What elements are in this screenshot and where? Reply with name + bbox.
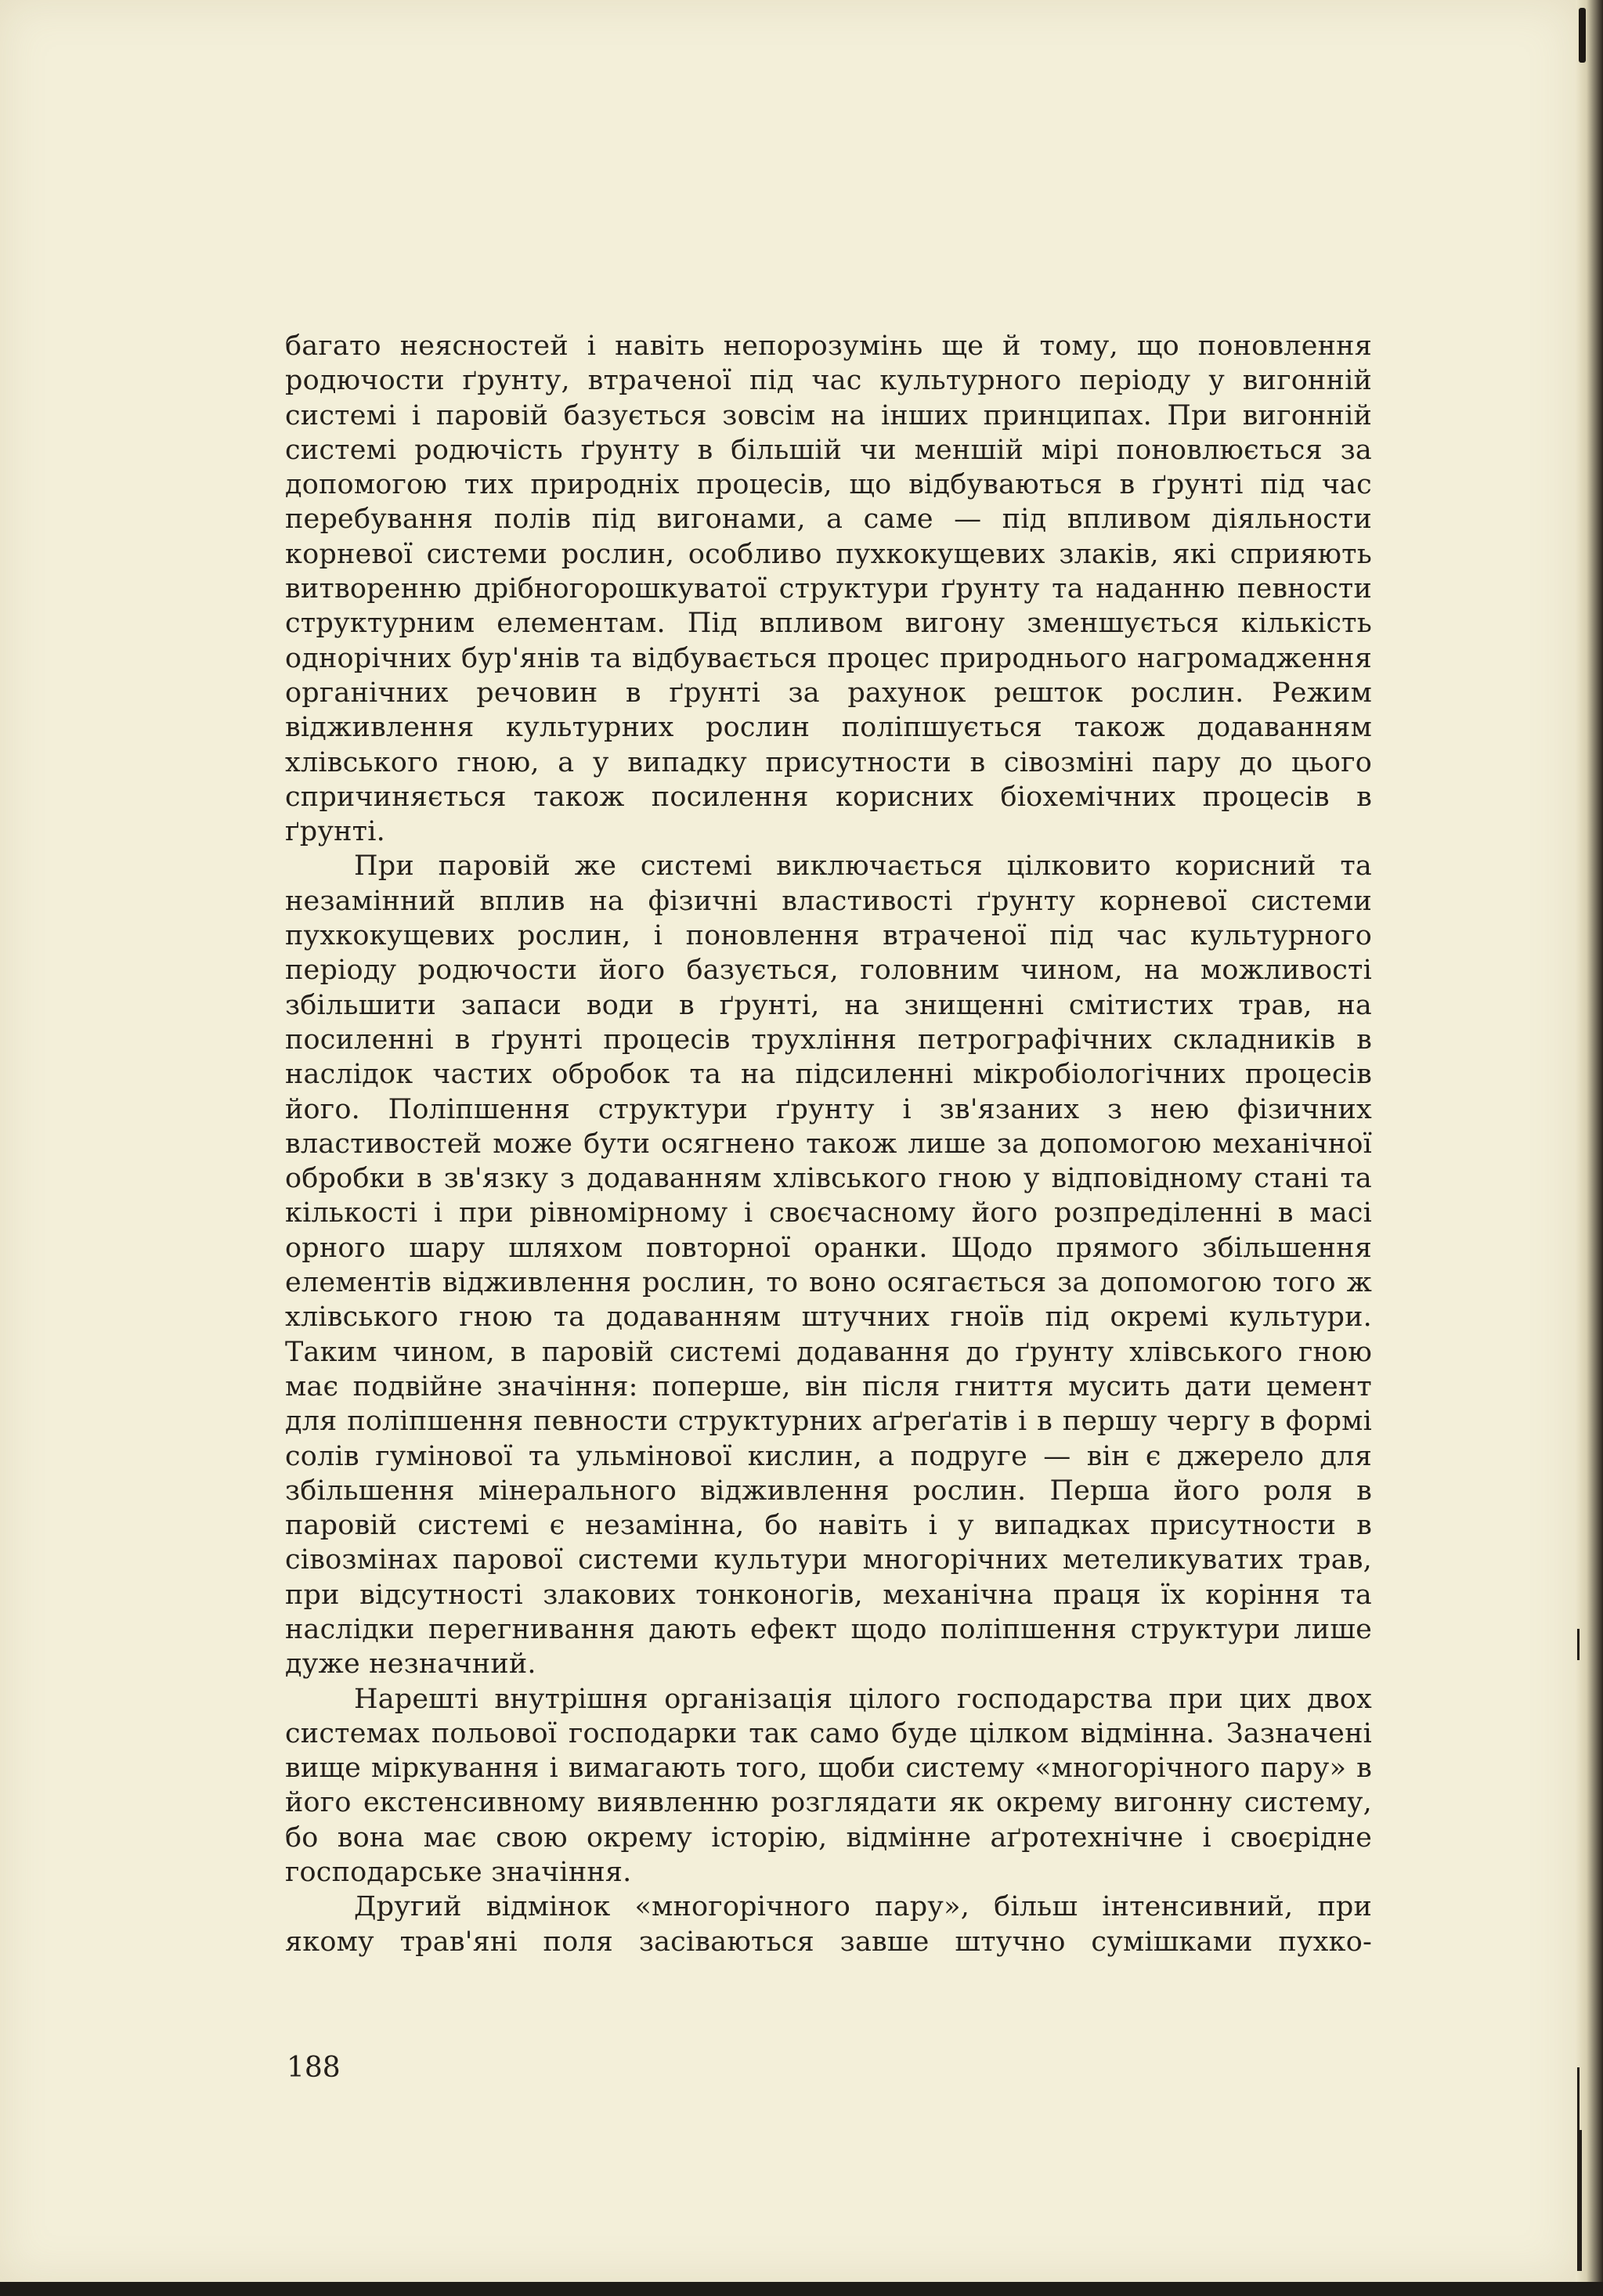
- paragraph-3: Нарешті внутрішня організація цілого господарства при цих двох системах польової господарки так само буде цілком відмінна. Зазначені вище міркування і вимагають того, щоби систему «многорічного пару» в його екстенсивному виявленню розглядати як окрему вигонну систему, бо вона має свою окрему історію, відмінне аґротехнічне і своєрідне господарське значіння.: [285, 1683, 1372, 1889]
- paragraph-2: При паровій же системі виключається цілковито корисний та незамінний вплив на фізичні властивості ґрунту корневої системи пухкокущевих рослин, і поновлення втраченої під час культурного періоду родючости його базується, головним чином, на можливості збільшити запаси води в ґрунті, на знищенні смітистих трав, на посиленні в ґрунті процесів трухління петрографічних складників в наслідок частих обробок та на підсиленні мікробіологічних процесів його. Поліпшення структури ґрунту і зв'язаних з нею фізичних властивостей може бути осягнено також лише за допомогою механічної обробки в зв'язку з додаванням хлівського гною у відповідному стані та кількості і при рівномірному і своєчасному його розпреділенні в масі орного шару шляхом повторної оранки. Щодо прямого збільшення елементів відживлення рослин, то воно осягається за допомогою того ж хлівського гною та додаванням штучних гноїв під окремі культури. Таким чином, в паровій системі додавання до ґрунту хлівського гною має подвійне значіння: поперше, він після гниття мусить дати цемент для поліпшення певности структурних аґреґатів і в першу чергу в формі солів гумінової та ульмінової кислин, а подруге — він є джерело для збільшення мінерального відживлення рослин. Перша його роля в паровій системі є незамінна, бо навіть і у випадках присутности в сівозмінах парової системи культури многорічних метеликуватих трав, при відсутності злакових тонконогів, механічна праця їх коріння та наслідки перегнивання дають ефект щодо поліпшення структури лише дуже незначний.: [285, 850, 1372, 1680]
- spine-mark: [1579, 8, 1586, 63]
- body-text: [285, 329, 1372, 1959]
- spine-tick: [1577, 1629, 1580, 1660]
- page-number: 188: [287, 2052, 341, 2084]
- book-spine-edge: [1576, 0, 1603, 2296]
- spine-tick: [1577, 2130, 1582, 2271]
- spine-tick: [1577, 2067, 1580, 2130]
- page-bottom-edge: [0, 2282, 1603, 2296]
- paragraph-1: багато неясностей і навіть непорозумінь ще й тому, що поновлення родючости ґрунту, втраченої під час культурного періоду у вигонній системі і паровій базується зовсім на інших принципах. При вигонній системі родючість ґрунту в більшій чи меншій мірі поновлюється за допомогою тих природніх процесів, що відбуваються в ґрунті під час перебування полів під вигонами, а саме — під впливом діяльности корневої системи рослин, особливо пухкокущевих злаків, які сприяють витворенню дрібногорошкуватої структури ґрунту та наданню певности структурним елементам. Під впливом вигону зменшується кількість однорічних бур'янів та відбувається процес природнього нагромадження органічних речовин в ґрунті за рахунок решток рослин. Режим відживлення культурних рослин поліпшується також додаванням хлівського гною, а у випадку присутности в сівозміні пару до цього спричиняється також посилення корисних біохемічних процесів в ґрунті.: [285, 330, 1372, 848]
- paragraph-4: Другий відмінок «многорічного пару», більш інтенсивний, при якому трав'яні поля засіваються завше штучно сумішками пухко-: [285, 1891, 1372, 1958]
